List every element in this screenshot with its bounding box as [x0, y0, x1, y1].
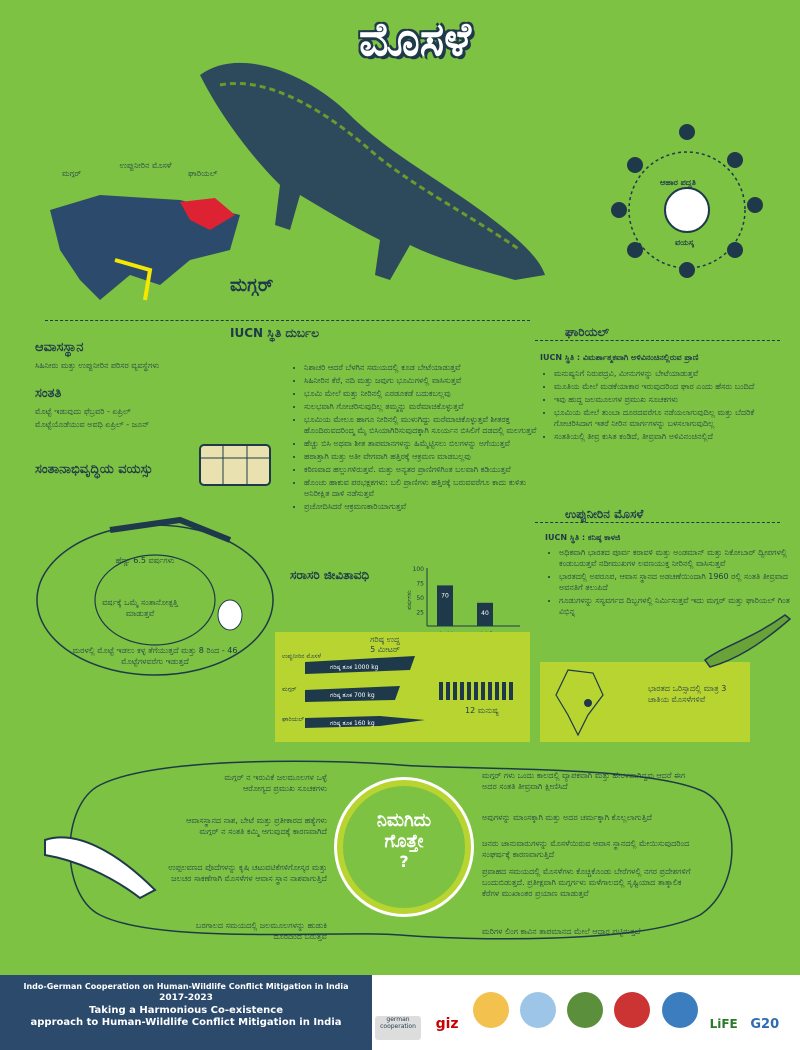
- saltwater-croc-illustration: [700, 605, 795, 675]
- footer-line-1: Indo-German Cooperation on Human-Wildlife Conflict Mitigation in India: [23, 982, 349, 991]
- know-right-5: ಮರಿಗಳ ಲಿಂಗ ಕಾವಿನ ತಾಪಮಾನದ ಮೇಲೆ ಆಧಾರ ಪಟ್ಟಿರುತ್ತದೆ: [482, 927, 641, 936]
- y-tick-label: 50: [416, 595, 424, 602]
- german-cooperation-logo: german cooperation: [375, 1016, 421, 1040]
- section-divider: [45, 320, 530, 321]
- footer-logos: [372, 975, 800, 1050]
- bullet: • ಅಧಿಕವಾಗಿ ಭಾರತದ ಪೂರ್ವ ಕರಾವಳಿ ಮತ್ತು ಅಂಡಮಾನ್ ಮತ್ತು ನಿಕೋಬಾರ್ ದ್ವೀಪಗಳಲ್ಲಿ ಕಂಡುಬರುತ್ತವೆ ನದೀಮುಖಗಳ ಲವಣಯುಕ್ತ ನೀರಿನಲ್ಲಿ ವಾಸಿಸುತ್ತವೆ: [559, 547, 794, 569]
- karnataka-logo: [520, 992, 556, 1028]
- know-q: ?: [399, 852, 409, 871]
- gharial-heading: ಘಾರಿಯಲ್: [565, 325, 610, 339]
- cycle-yearly: ವರ್ಷಕ್ಕೆ ಒಮ್ಮೆ ಸಂತಾನೋತ್ಪತ್ತಿ ಮಾಡುತ್ತವೆ: [102, 598, 178, 618]
- bullet: • ಸಿಹಿನೀರಿನ ಕೆರೆ, ನದಿ ಮತ್ತು ಜವುಗು ಭೂಮಿಗಳಲ್ಲಿ ವಾಸಿಸುತ್ತವೆ: [304, 375, 544, 386]
- bullet: • ಗೂಡುಗಳನ್ನು ಸಸ್ಯವರ್ಗದ ದಿಬ್ಬಗಳಲ್ಲಿ ನಿರ್ಮಿಸುತ್ತವೆ ಇದು ಮಗ್ಗರ್ ಮತ್ತು ಘಾರಿಯಲ್ ಗಿಂತ ವಿಭಿನ್ನ: [559, 595, 794, 617]
- know-title-1: ನಿಮಗಿದು: [376, 810, 432, 831]
- india-map: [548, 665, 613, 740]
- y-axis-label: ವರ್ಷಗಳು: [406, 590, 413, 610]
- know-title-2: ಗೊತ್ತೇ: [384, 831, 424, 852]
- bullet: • ಭೂಮಿಯ ಮೇಲೂ ಹಾಗೂ ನೀರಿನಲ್ಲಿ ಮುಳುಗಿದ್ದು ಮರೆಮಾಚಿಕೊಳ್ಳುತ್ತವೆ ಶೀತರಕ್ತ ಹೊಂದಿರುವದರಿಂದ್ಮ ಮೈ ಬಿಸಿಯಾಗಿರಿಸುವುದಕ್ಕಾಗಿ ಸೂರ್ಯನ ಬಿಸಿಲಿಗೆ ದಡದಲ್ಲಿ ಮಲಗುತ್ತವೆ: [304, 414, 544, 436]
- map-label-mugger: ಮಗ್ಗರ್: [62, 169, 82, 178]
- gharial-divider: [535, 340, 780, 341]
- g20-logo: G20: [750, 1017, 780, 1032]
- bullet: • ಹೊಂಚು ಹಾಕುವ ಪರಭಕ್ಷಕಗಳು: ಬಲಿ ಪ್ರಾಣಿಗಳು ಹತ್ತಿರಕ್ಕೆ ಬರುವವರೆಗೂ ಕಾದು ಕುಳಿತು ಅನಿರೀಕ್ಷಿತ ದಾಳಿ ನಡೆಸುತ್ತವೆ: [304, 477, 544, 499]
- bullet: • ಸಂತತಿಯಲ್ಲಿ ತೀವ್ರ ಕುಸಿತ ಕಂಡಿದೆ, ತೀವ್ರವಾಗಿ ಅಳಿವಿನಂಚಿನಲ್ಲಿದೆ: [554, 431, 792, 442]
- odisha-text: ಭಾರತದ ಒರಿಸ್ಸಾದಲ್ಲಿ ಮಾತ್ರ 3 ಜಾತಿಯ ಮೊಸಳೆಗಳಿವೆ: [648, 684, 727, 704]
- size-weight-salt: ಗರಿಷ್ಠ ತೂಕ 1000 kg: [330, 664, 379, 671]
- forest-dept-logo: [567, 992, 603, 1028]
- saltwater-heading: ಉಪ್ಪುನೀರಿನ ಮೊಸಳೆ: [565, 507, 644, 521]
- diet-circle: [605, 120, 785, 300]
- world-map: [40, 190, 255, 320]
- bullet: • ಕಠಿಣವಾದ ಹಲ್ಲುಗಳಿರುತ್ತವೆ. ಮತ್ತು ಅನ್ಯತರ ಪ್ರಾಣಿಗಳಿಗಿಂತ ಬಲವಾಗಿ ಕಡಿಯುತ್ತವೆ: [304, 464, 544, 475]
- footer-line-3: Taking a Harmonious Co-existence: [88, 1005, 284, 1016]
- diet-subtitle: ವಯಸ್ಕ: [675, 238, 694, 247]
- mugger-heading: ಮಗ್ಗರ್: [230, 275, 274, 296]
- bullet: • ನಿಶಾಚರಿ ಆದರೆ ಬೆಳಗಿನ ಸಮಯದಲ್ಲಿ ಕೂಡ ಬೇಟೆಯಾಡುತ್ತವೆ: [304, 362, 544, 373]
- bar-value-label: 70: [441, 592, 449, 600]
- map-label-saltwater: ಉಪ್ಪುನೀರಿನ ಮೊಸಳೆ: [119, 161, 172, 170]
- bullet: • ಸುಲಭವಾಗಿ ಗೋಚರಿಸುವುದಿಲ್ಲ ತಮ್ಮನ್ನು ಮರೆಮಾಚಿಕೊಳ್ಳುತ್ತವೆ: [304, 401, 544, 412]
- size-weight-mugger: ಗರಿಷ್ಠ ತೂಕ 700 kg: [330, 692, 375, 699]
- footer-line-2: 2017-2023: [159, 993, 213, 1003]
- size-top-sub: 5 ಮೀಟರ್: [370, 645, 400, 654]
- saltwater-iucn: IUCN ಸ್ಥಿತಿ : ಕನಿಷ್ಠ ಕಾಳಜಿ: [545, 533, 621, 542]
- people-icons: [438, 678, 518, 700]
- emblem-logo: [473, 992, 509, 1028]
- saltwater-divider: [535, 522, 780, 523]
- know-circle: [337, 780, 471, 914]
- know-left-3: ಉಪ್ಪಲವಣದ ಪೊದೆಗಳನ್ನು ಕೃಷಿ ಚಟುವಟಿಕೆಗಳಿಗೋಸ್ಕರ ಮತ್ತು ಜಲಚರ ಸಾಕಣೆಗಾಗಿ ಮೊಸಳೆಗಳ ಆವಾಸ ಸ್ಥಾನ ನಾಶವಾಗುತ್ತಿದೆ: [168, 863, 327, 883]
- know-right-3: ಜನರು ಜಾನುವಾರುಗಳನ್ನು ಮೊಸಳೆಯಿರುವ ಆವಾಸ ಸ್ಥಾನದಲ್ಲಿ ಮೇಯಿಸುವುದರಿಂದ ಸಂಘರ್ಷಕ್ಕೆ ಕಾರಣವಾಗುತ್ತಿದೆ: [482, 839, 690, 859]
- cycle-eggs: ಮರಳಲ್ಲಿ ಮೊಟ್ಟೆ ಇಡಲು ಕಳ್ಳ ತೆಗೆಯುತ್ತದೆ ಮತ್ತು 8 ರಿಂದ - 46 ಮೊಟ್ಟೆಗಳವರೆಗು ಇಡುತ್ತದೆ: [72, 646, 238, 666]
- bar-value-label: 40: [481, 609, 489, 617]
- breeding-text-2: ಮೊಟ್ಟೆಯೊಡೆಯುವ ಅವಧಿ ಏಪ್ರಿಲ್ - ಜೂನ್: [35, 420, 150, 429]
- map-label-gharial: ಘಾರಿಯಲ್: [188, 169, 218, 178]
- size-name-mugger: ಮಗ್ಗರ್: [282, 686, 297, 693]
- y-tick-label: 75: [416, 580, 424, 588]
- diet-title: ಆಹಾರ ಪದ್ಧತಿ: [660, 178, 696, 187]
- bullet: • ಭೂಮಿ ಮೇಲೆ ಮತ್ತು ನೀರಿನಲ್ಲಿ ಎರಡೂಕಡೆ ಬದುಕಬಲ್ಲವು: [304, 388, 544, 399]
- footer-line-4: approach to Human-Wildlife Conflict Mitigation in India: [30, 1017, 342, 1028]
- page-title: ಮೊಸಳೆ: [359, 12, 471, 66]
- bullet: • ಭಾರತದಲ್ಲಿ ಅಪರೂಪ, ಆವಾಸ ಸ್ಥಾನದ ಅಡಚಣೆಯಿಂದಾಗಿ 1960 ರಲ್ಲಿ ಸಂತತಿ ತೀವ್ರವಾದ ಅವನತಿಗೆ ತಲುಪಿದೆ: [559, 571, 794, 593]
- calendar-icon: [195, 440, 280, 495]
- size-top-label: ಗರಿಷ್ಠ ಉದ್ದ: [370, 635, 400, 644]
- giz-logo: giz: [435, 1016, 459, 1032]
- bullet: • ಪ್ರಚೋದಿಸಿದರೆ ಆಕ್ರಮಣಕಾರಿಯಾಗುತ್ತವೆ: [304, 501, 544, 512]
- size-weight-gharial: ಗರಿಷ್ಠ ತೂಕ 160 kg: [330, 720, 375, 727]
- gharial-iucn: IUCN ಸ್ಥಿತಿ : ವಿಮರ್ಶಾತ್ಮಕವಾಗಿ ಅಳಿವಿನಂಚಿನಲ್ಲಿರುವ ಪ್ರಾಣಿ: [540, 353, 699, 362]
- mugger-bullets: [290, 362, 544, 514]
- bullet: • ಇವು ಹುದ್ದ ಜಲಮೂಲಗಳ ಪ್ರಮುಖ ಸೂಚಕಗಳು: [554, 394, 792, 405]
- bullet: • ಹಠಾತ್ತಾಗಿ ಮತ್ತು ಅತೀ ವೇಗವಾಗಿ ಹತ್ತಿರಕ್ಕೆ ಆಕ್ರಮಣ ಮಾಡಬಲ್ಲವು: [304, 451, 544, 462]
- state-logo: [614, 992, 650, 1028]
- y-tick-label: 25: [416, 609, 424, 617]
- cycle-female: ಹೆಣ್ಣು 6.5 ವರ್ಷಗಳು: [115, 556, 175, 565]
- know-right-2: ಅವುಗಳನ್ನು ಮಾಂಸಕ್ಕಾಗಿ ಮತ್ತು ಅದರ ಚರ್ಮಕ್ಕಾಗಿ ಕೊಲ್ಲಲಾಗುತ್ತಿದೆ: [482, 813, 653, 822]
- mugger-iucn: IUCN ಸ್ಥಿತಿ ದುರ್ಬಲ: [230, 326, 320, 340]
- moefcc-logo: [662, 992, 698, 1028]
- people-label: 12 ಮನುಷ್ಯ: [465, 706, 499, 715]
- gharial-bullets: [540, 368, 792, 444]
- mugger-drawing: [35, 810, 170, 920]
- footer-banner: [0, 975, 372, 1050]
- y-tick-label: 100: [412, 566, 424, 573]
- lifespan-chart: [405, 560, 525, 640]
- breeding-text-1: ಮೊಟ್ಟೆ ಇಡುವುದು ಫೆಬ್ರವರಿ - ಏಪ್ರಿಲ್: [35, 407, 131, 416]
- habitat-text: ಸಿಹಿನೀರು ಮತ್ತು ಉಪ್ಪುನೀರಿನ ಪರಿಸರ ವ್ಯವಸ್ಥೆಗಳು: [35, 361, 160, 370]
- bullet: • ಹೆಚ್ಚು ಬಿಸಿ ಅಥವಾ ಶೀತ ತಾಪಮಾನಗಳನ್ನು ಹಿಮ್ಮೆಟ್ಟಿಸಲು ಬಿಲಗಳನ್ನು ಅಗೆಯುತ್ತವೆ: [304, 438, 544, 449]
- size-name-gharial: ಘಾರಿಯಲ್: [282, 716, 305, 723]
- know-right-1: ಮಗ್ಗರ್ ಗಳು ಒಂದು ಕಾಲದಲ್ಲಿ ವ್ಯಾಪಕವಾಗಿ ಮತ್ತು ಹೇರಳವಾಗಿದ್ದವು ಆದರೆ ಈಗ ಅದರ ಸಂತತಿ ತೀವ್ರವಾಗಿ ಕ್ಷೀಣಿಸಿದೆ: [482, 771, 686, 791]
- know-left-2: ಆವಾಸಸ್ಥಾನದ ನಾಶ, ಬೇಟೆ ಮತ್ತು ಪ್ರತೀಕಾರದ ಹತ್ಯೆಗಳು ಮಗ್ಗರ್ ನ ಸಂತತಿ ಕಮ್ಮಿ ಆಗುವುದಕ್ಕೆ ಕಾರಣವಾಗಿದೆ: [186, 816, 327, 836]
- maturity-heading: ಸಂತಾನಾಭಿವೃದ್ಧಿಯ ವಯಸ್ಸು: [35, 462, 153, 477]
- breeding-heading: ಸಂತತಿ: [35, 386, 62, 401]
- lifespan-heading: ಸರಾಸರಿ ಜೀವಿತಾವಧಿ: [290, 568, 370, 582]
- bullet: • ಮನುಷ್ಯನಿಗೆ ನಿರುಪದ್ರವಿ, ಮೀನುಗಳನ್ನು ಬೇಟೆಯಾಡುತ್ತವೆ: [554, 368, 792, 379]
- know-right-4: ಪ್ರವಾಹದ ಸಮಯದಲ್ಲಿ ಮೊಸಳೆಗಳು ಕೊಚ್ಚಿಕೊಂಡು ಬೇರೆಗಳಲ್ಲಿ ನಗರ ಪ್ರದೇಶಗಳಿಗೆ ಬಂದುಬಿಡುತ್ತದೆ. ಪ್ರತೀಕ್ಷವಾಗಿ ಮಗ್ಗರ್ಗಳು ಮಳೆಗಾಲದಲ್ಲಿ ಸೃಷ್ಟಿಯಾದ ತಾತ್ಕಾಲಿಕ ಕೆರೆಗಳ ಮುಖಾಂತರ ಪ್ರಯಾಣ ಮಾಡುತ್ತವೆ: [482, 867, 691, 898]
- bullet: • ಮೂತಿಯ ಮೇಲೆ ಮಡಕೆಯಾಕಾರ ಇರುವುದರಿಂದ ಘಾರ ಎಂದು ಹೆಸರು ಬಂದಿದೆ: [554, 381, 792, 392]
- habitat-heading: ಆವಾಸಸ್ಥಾನ: [35, 340, 84, 355]
- size-name-salt: ಉಪ್ಪುನೀರಿನ ಮೊಸಳೆ: [282, 653, 321, 660]
- life-logo: LiFE: [709, 1017, 738, 1031]
- know-left-1: ಮಗ್ಗರ್ ನ ಇರುವಿಕೆ ಜಲಮೂಲಗಳ ಒಳ್ಳೆ ಆರೋಗ್ಯದ ಪ್ರಮುಖ ಸೂಚಕಗಳು: [224, 773, 327, 793]
- bullet: • ಭೂಮಿಯ ಮೇಲೆ ತುಂಬಾ ದೂರದವರೆಗೂ ನಡೆಯಲಾಗುವುದಿಲ್ಲ ಮತ್ತು ಬೆದರಿಕೆ ಗೋಚರಿಸಿದಾಗ ಇತರೆ ನೀರಿನ ಮಾರ್ಗಗಳನ್ನು ಬಳಸಲಾಗುವುದಿಲ್ಲ: [554, 407, 792, 429]
- know-left-4: ಬರಗಾಲದ ಸಮಯದಲ್ಲಿ ಜಲಮೂಲಗಳನ್ನು ಹುಡುಕಿ ದೂರದಿಂದ ಬರುತ್ತವೆ: [195, 921, 327, 941]
